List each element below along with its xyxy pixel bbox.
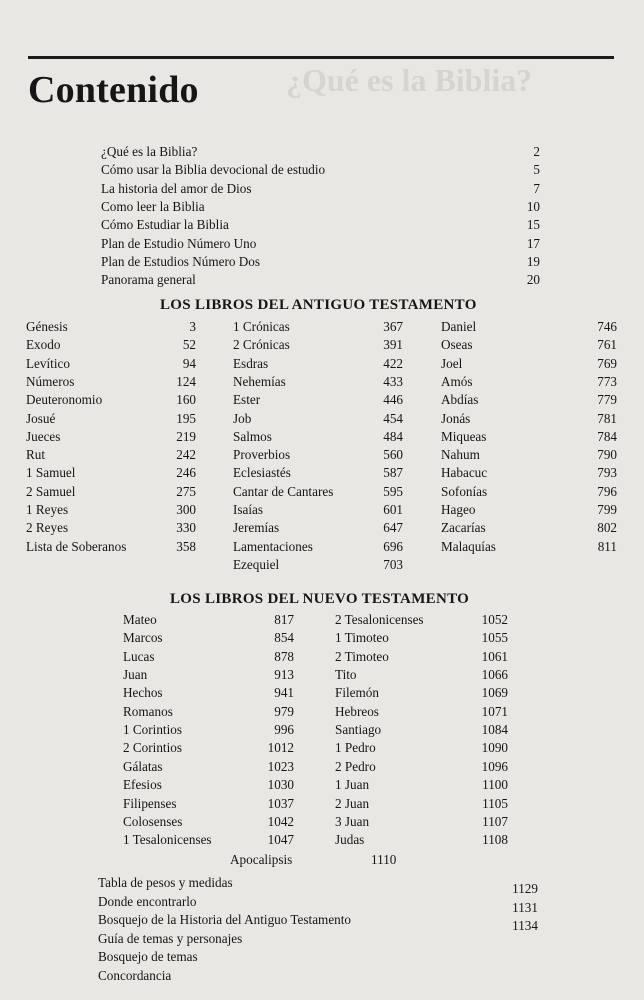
nt-book-name: Marcos	[123, 630, 163, 646]
ot-book-page: 769	[597, 355, 617, 371]
nt-book-page: 1084	[481, 722, 508, 738]
intro-item-page: 7	[533, 180, 540, 196]
nt-book-name: Colosenses	[123, 813, 183, 829]
nt-book-name: Filemón	[335, 685, 379, 701]
ot-book-page: 587	[383, 465, 403, 481]
nt-book-name: Santiago	[335, 722, 382, 738]
intro-item-label: Cómo Estudiar la Biblia	[101, 217, 229, 233]
ot-book-name: Zacarías	[441, 520, 486, 536]
ot-book-name: Rut	[26, 447, 46, 463]
ot-book-page: 246	[176, 465, 196, 481]
nt-book-page: 1108	[482, 832, 508, 848]
nt-book-page: 1012	[267, 740, 294, 756]
nt-book-name: Mateo	[123, 612, 157, 627]
appendix-item-page: 1134	[512, 918, 538, 934]
ot-book-name: Oseas	[441, 337, 473, 353]
ot-book-name: Cantar de Cantares	[233, 483, 334, 499]
nt-book-name: Apocalipsis	[230, 852, 293, 867]
intro-item-page: 17	[526, 235, 540, 251]
ot-book-name: Ester	[233, 392, 261, 408]
nt-book-name: Romanos	[123, 703, 173, 719]
ot-book-name: Jonás	[441, 410, 471, 426]
nt-book-page: 1066	[481, 667, 508, 683]
ot-book-page: 391	[383, 337, 403, 353]
ot-book-page: 330	[176, 520, 196, 536]
nt-book-page: 1107	[482, 813, 508, 829]
intro-item-label: ¿Qué es la Biblia?	[101, 144, 198, 159]
nt-book-page: 1096	[481, 758, 508, 774]
nt-book-page: 1055	[481, 630, 508, 646]
ot-book-name: Daniel	[441, 319, 477, 334]
nt-book-page: 854	[274, 630, 294, 646]
nt-book-name: 3 Juan	[335, 813, 370, 829]
ot-book-name: Exodo	[26, 337, 61, 353]
nt-book-name: Filipenses	[123, 795, 177, 811]
ot-book-name: 2 Crónicas	[233, 337, 290, 353]
nt-book-page: 817	[274, 612, 294, 627]
ot-book-name: 1 Reyes	[26, 502, 69, 517]
intro-item-label: Cómo usar la Biblia devocional de estudio	[101, 162, 326, 178]
nt-book-page: 878	[274, 648, 294, 664]
ot-book-name: Habacuc	[441, 465, 488, 481]
top-rule	[28, 56, 614, 59]
ot-book-page: 696	[383, 538, 403, 554]
nt-book-name: Tito	[335, 667, 357, 683]
ot-book-page: 300	[176, 502, 196, 517]
nt-book-name: Efesios	[123, 777, 162, 793]
nt-book-page: 1110	[371, 852, 397, 867]
appendix-item-label: Donde encontrarlo	[98, 893, 197, 909]
ot-book-name: Nahum	[441, 447, 480, 463]
ot-book-page: 595	[383, 483, 403, 499]
ot-book-page: 195	[176, 410, 196, 426]
ot-book-name: Amós	[441, 373, 473, 389]
ot-book-page: 433	[383, 373, 403, 389]
nt-book-page: 1037	[267, 795, 294, 811]
nt-book-name: 1 Timoteo	[335, 630, 389, 646]
nt-heading: LOS LIBROS DEL NUEVO TESTAMENTO	[170, 591, 470, 607]
ot-book-page: 484	[383, 428, 403, 444]
nt-book-page: 1061	[481, 648, 508, 664]
ot-book-page: 647	[383, 520, 403, 536]
ot-book-page: 799	[597, 502, 617, 517]
nt-book-page: 913	[274, 667, 294, 683]
ot-book-page: 703	[383, 556, 403, 572]
nt-book-name: Gálatas	[123, 758, 163, 774]
intro-item-label: Como leer la Biblia	[101, 198, 205, 214]
ot-book-name: Eclesiastés	[233, 465, 291, 481]
ot-book-name: Job	[233, 410, 252, 426]
ot-book-name: 2 Samuel	[26, 483, 76, 499]
nt-book-page: 996	[274, 722, 294, 738]
ot-book-name: Sofonías	[441, 483, 488, 499]
nt-book-name: 2 Pedro	[335, 758, 376, 774]
nt-book-page: 1047	[267, 832, 294, 848]
ot-book-name: Ezequiel	[233, 556, 280, 572]
nt-book-page: 1100	[482, 777, 508, 793]
ot-book-page: 761	[597, 337, 617, 353]
intro-item-label: Plan de Estudios Número Dos	[101, 253, 260, 269]
intro-item-page: 15	[526, 217, 540, 233]
ot-book-name: Isaías	[233, 502, 264, 517]
ot-book-page: 784	[597, 428, 617, 444]
ot-book-name: Números	[26, 373, 75, 389]
ot-book-name: Josué	[26, 410, 56, 426]
intro-item-page: 20	[526, 272, 540, 288]
nt-book-name: 1 Juan	[335, 777, 370, 793]
ot-book-page: 446	[383, 392, 403, 408]
nt-book-name: Hechos	[123, 685, 163, 701]
ot-book-page: 367	[383, 319, 403, 334]
appendix-item-label: Guía de temas y personajes	[98, 930, 243, 946]
nt-book-name: 1 Pedro	[335, 740, 376, 756]
nt-book-page: 1105	[482, 795, 508, 811]
ot-book-name: Nehemías	[233, 373, 286, 389]
nt-book-page: 1023	[267, 758, 294, 774]
ot-book-name: Hageo	[441, 502, 476, 517]
intro-item-page: 2	[533, 144, 540, 159]
nt-book-name: 2 Corintios	[123, 740, 182, 756]
nt-book-name: 2 Tesalonicenses	[335, 612, 424, 627]
appendix-item-label: Bosquejo de temas	[98, 949, 198, 965]
ot-book-name: Levítico	[26, 355, 70, 371]
nt-book-page: 1042	[267, 813, 294, 829]
intro-item-page: 5	[533, 162, 540, 178]
ot-book-name: Lamentaciones	[233, 538, 313, 554]
ot-book-page: 94	[182, 355, 196, 371]
ot-book-page: 454	[383, 410, 403, 426]
ot-book-name: Joel	[441, 355, 463, 371]
nt-book-name: Juan	[123, 667, 148, 683]
intro-item-page: 10	[526, 198, 540, 214]
ot-book-page: 793	[597, 465, 617, 481]
ot-book-name: Salmos	[233, 428, 272, 444]
nt-book-name: Judas	[335, 832, 365, 848]
ot-book-name: Lista de Soberanos	[26, 538, 127, 554]
nt-book-page: 1069	[481, 685, 508, 701]
ot-book-name: Abdías	[441, 392, 479, 408]
appendix-item-label: Tabla de pesos y medidas	[98, 875, 233, 890]
ot-book-page: 422	[383, 355, 403, 371]
ot-book-name: Esdras	[233, 355, 269, 371]
nt-book-page: 1071	[481, 703, 508, 719]
ot-book-page: 796	[597, 483, 617, 499]
nt-book-name: 1 Tesalonicenses	[123, 832, 212, 848]
page-title: Contenido	[28, 69, 199, 111]
ot-book-page: 358	[176, 538, 196, 554]
nt-book-name: Lucas	[123, 648, 155, 664]
nt-book-page: 1052	[481, 612, 508, 627]
nt-book-name: 2 Timoteo	[335, 648, 389, 664]
ot-book-page: 601	[383, 502, 403, 517]
nt-book-page: 941	[274, 685, 294, 701]
ot-book-name: Jeremías	[233, 520, 280, 536]
ot-book-page: 790	[597, 447, 617, 463]
ot-book-name: Deuteronomio	[26, 392, 103, 408]
appendix-item-label: Bosquejo de la Historia del Antiguo Testamento	[98, 912, 352, 928]
ot-book-page: 52	[182, 337, 196, 353]
ot-book-page: 773	[597, 373, 617, 389]
ot-book-page: 802	[597, 520, 617, 536]
appendix-item-page: 1131	[512, 899, 538, 915]
ot-book-name: Miqueas	[441, 428, 487, 444]
ot-book-page: 781	[597, 410, 617, 426]
ot-book-page: 219	[176, 428, 196, 444]
intro-item-page: 19	[526, 253, 540, 269]
ot-book-page: 160	[176, 392, 196, 408]
intro-item-label: Panorama general	[101, 272, 196, 288]
nt-book-name: 2 Juan	[335, 795, 370, 811]
ot-book-page: 242	[176, 447, 196, 463]
ot-book-name: Malaquías	[441, 538, 496, 554]
ot-book-name: 1 Crónicas	[233, 319, 290, 334]
ot-book-page: 124	[176, 373, 196, 389]
ot-book-name: Proverbios	[233, 447, 291, 463]
ot-book-page: 560	[383, 447, 403, 463]
ot-book-page: 811	[597, 538, 617, 554]
ot-book-name: 2 Reyes	[26, 520, 69, 536]
ot-book-page: 746	[597, 319, 617, 334]
nt-book-name: 1 Corintios	[123, 722, 182, 738]
nt-book-page: 1090	[481, 740, 508, 756]
bleed-through-text: ¿Qué es la Biblia?	[286, 62, 533, 98]
nt-book-name: Hebreos	[335, 703, 379, 719]
intro-item-label: Plan de Estudio Número Uno	[101, 235, 257, 251]
nt-book-page: 1030	[267, 777, 294, 793]
ot-heading: LOS LIBROS DEL ANTIGUO TESTAMENTO	[160, 297, 477, 313]
ot-book-page: 779	[597, 392, 617, 408]
ot-book-page: 275	[176, 483, 196, 499]
appendix-item-page: 1129	[512, 881, 538, 896]
ot-book-page: 3	[189, 319, 196, 334]
nt-book-page: 979	[274, 703, 294, 719]
appendix-item-label: Concordancia	[98, 968, 172, 983]
ot-book-name: Jueces	[26, 428, 61, 444]
intro-item-label: La historia del amor de Dios	[101, 180, 252, 196]
ot-book-name: Génesis	[26, 319, 68, 334]
ot-book-name: 1 Samuel	[26, 465, 76, 481]
